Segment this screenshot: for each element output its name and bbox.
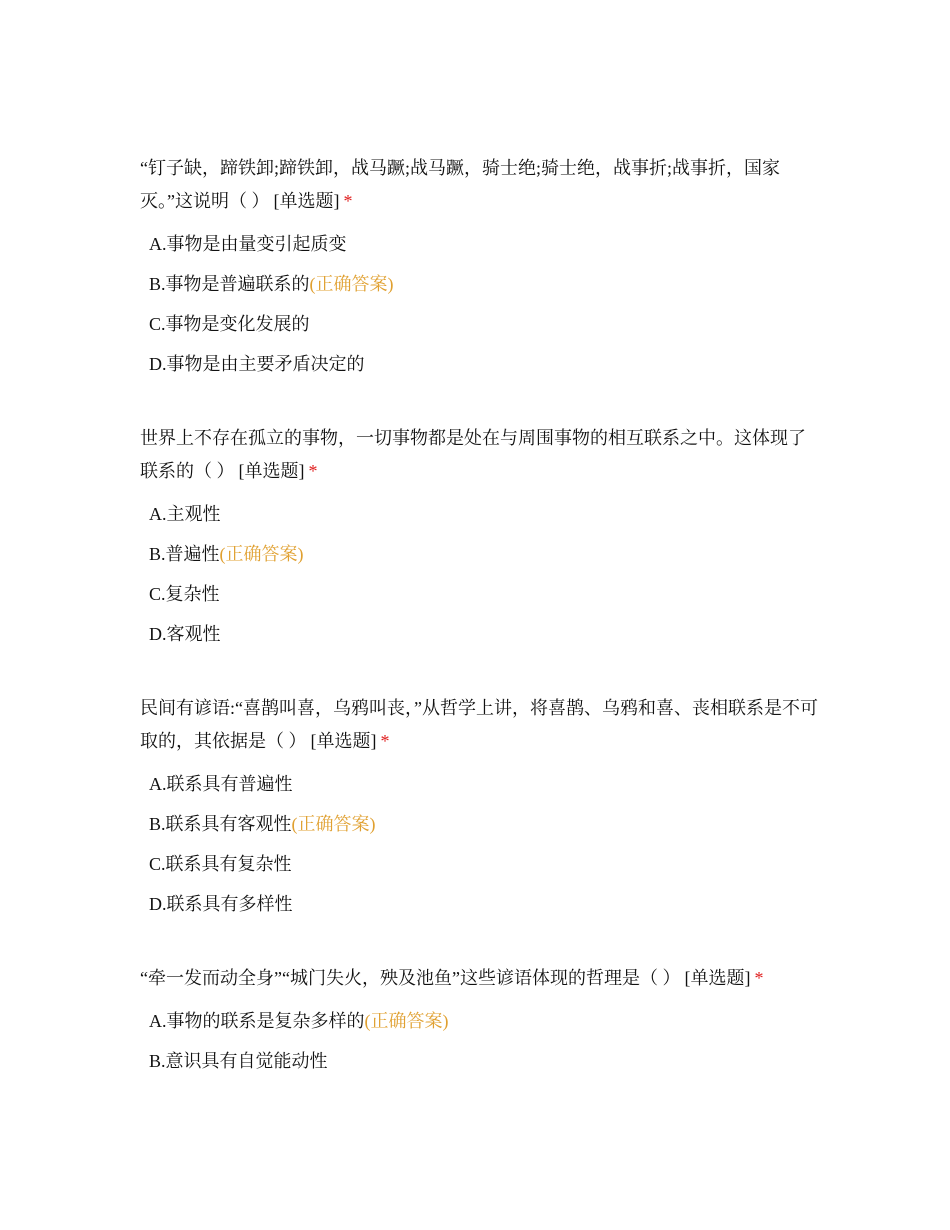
correct-answer-mark: (正确答案) bbox=[291, 814, 376, 834]
option-text: D.事物是由主要矛盾决定的 bbox=[149, 354, 365, 374]
question-type-label: [单选题] bbox=[273, 191, 340, 211]
option-text: A.事物是由量变引起质变 bbox=[149, 234, 347, 254]
question-2 bbox=[140, 422, 820, 654]
correct-answer-mark: (正确答案) bbox=[309, 274, 394, 294]
option-a[interactable] bbox=[140, 1001, 820, 1041]
option-text: C.事物是变化发展的 bbox=[149, 314, 310, 334]
question-title bbox=[140, 692, 820, 758]
required-mark: * bbox=[754, 968, 764, 988]
option-text: B.事物是普遍联系的 bbox=[149, 274, 310, 294]
option-a[interactable] bbox=[140, 224, 820, 264]
quiz-document bbox=[140, 152, 820, 1119]
question-text: 民间有谚语:“喜鹊叫喜，乌鸦叫丧，”从哲学上讲，将喜鹊、乌鸦和喜、丧相联系是不可取的，其依据是（ ） bbox=[140, 698, 818, 751]
question-type-label: [单选题] bbox=[238, 461, 305, 481]
question-3 bbox=[140, 692, 820, 924]
required-mark: * bbox=[343, 191, 353, 211]
option-a[interactable] bbox=[140, 764, 820, 804]
option-d[interactable] bbox=[140, 344, 820, 384]
option-c[interactable] bbox=[140, 844, 820, 884]
question-1 bbox=[140, 152, 820, 384]
option-d[interactable] bbox=[140, 614, 820, 654]
option-b[interactable] bbox=[140, 534, 820, 574]
option-c[interactable] bbox=[140, 574, 820, 614]
required-mark: * bbox=[308, 461, 318, 481]
option-text: A.主观性 bbox=[149, 504, 221, 524]
option-c[interactable] bbox=[140, 304, 820, 344]
option-b[interactable] bbox=[140, 264, 820, 304]
option-d[interactable] bbox=[140, 884, 820, 924]
required-mark: * bbox=[380, 731, 390, 751]
option-text: C.联系具有复杂性 bbox=[149, 854, 292, 874]
correct-answer-mark: (正确答案) bbox=[219, 544, 304, 564]
option-text: A.事物的联系是复杂多样的 bbox=[149, 1011, 365, 1031]
option-text: B.意识具有自觉能动性 bbox=[149, 1051, 328, 1071]
question-text: “钉子缺，蹄铁卸;蹄铁卸，战马蹶;战马蹶，骑士绝;骑士绝，战事折;战事折，国家灭。”这说明（ ） bbox=[140, 158, 780, 211]
option-text: C.复杂性 bbox=[149, 584, 220, 604]
question-type-label: [单选题] bbox=[684, 968, 751, 988]
question-text: 世界上不存在孤立的事物，一切事物都是处在与周围事物的相互联系之中。这体现了联系的（ ） bbox=[140, 428, 806, 481]
option-text: D.客观性 bbox=[149, 624, 221, 644]
option-text: D.联系具有多样性 bbox=[149, 894, 293, 914]
option-text: B.普遍性 bbox=[149, 544, 220, 564]
question-text: “牵一发而动全身”“城门失火，殃及池鱼”这些谚语体现的哲理是（ ） bbox=[140, 968, 681, 988]
question-title bbox=[140, 152, 820, 218]
option-text: A.联系具有普遍性 bbox=[149, 774, 293, 794]
question-title bbox=[140, 962, 820, 995]
option-a[interactable] bbox=[140, 494, 820, 534]
option-text: B.联系具有客观性 bbox=[149, 814, 292, 834]
option-b[interactable] bbox=[140, 804, 820, 844]
question-4 bbox=[140, 962, 820, 1081]
correct-answer-mark: (正确答案) bbox=[364, 1011, 449, 1031]
question-type-label: [单选题] bbox=[310, 731, 377, 751]
option-b[interactable] bbox=[140, 1041, 820, 1081]
question-title bbox=[140, 422, 820, 488]
